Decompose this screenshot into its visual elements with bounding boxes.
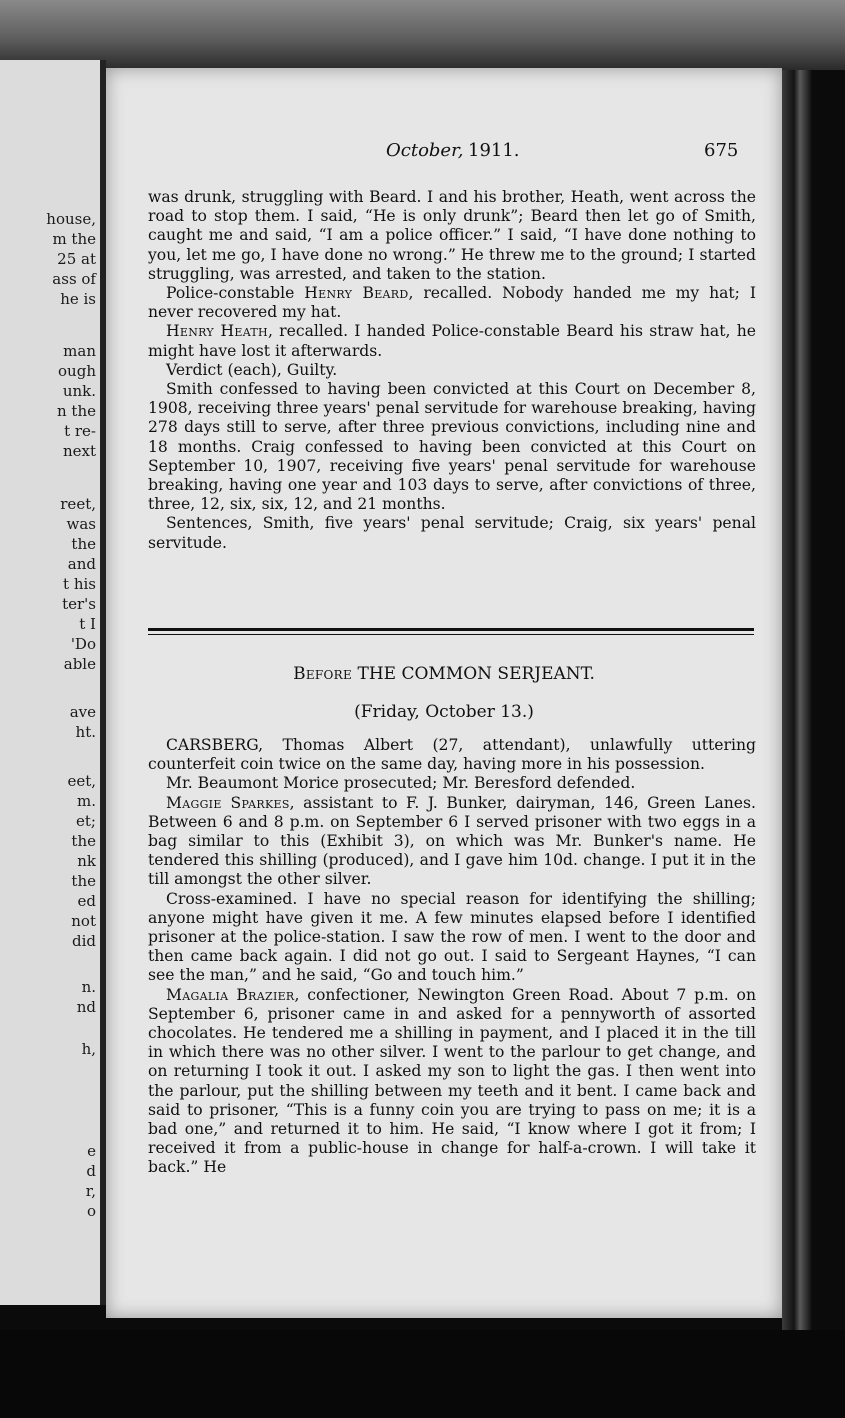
facing-page-edge bbox=[0, 60, 106, 1305]
facing-page-fragment: able bbox=[63, 655, 96, 673]
facing-page-fragment: man bbox=[63, 342, 96, 360]
facing-page-fragment: n. bbox=[81, 978, 96, 996]
paragraph-text: , recalled. I handed Police-constable Beard his straw hat, he might have lost it afterwards. bbox=[148, 322, 756, 360]
paragraph-text: was drunk, struggling with Beard. I and his brother, Heath, went across the road to stop them. I said, “He is only drunk”; Beard then let go of Smith, caught me and said, “I am a police officer.” I said, “I have done nothing to you, let me go, I have done no wrong.” He threw me to the ground; I started struggling, was arrested, and taken to the station. bbox=[148, 188, 756, 283]
witness-name: Henry Heath bbox=[166, 322, 268, 341]
facing-page-fragment: t re- bbox=[64, 422, 96, 440]
paragraph bbox=[148, 188, 756, 284]
facing-page-fragment: next bbox=[62, 442, 96, 460]
paragraph-text: , assistant to F. J. Bunker, dairyman, 146, Green Lanes. Between 6 and 8 p.m. on September 6 I served prisoner with two eggs in a bag similar to this (Exhibit 3), on which was Mr. Bunker's name. He tendered this shilling (produced), and I gave him 10d. change. I put it in the till amongst the other silver. bbox=[148, 793, 756, 889]
facing-page-fragment: e bbox=[87, 1142, 96, 1160]
facing-page-fragment: d bbox=[86, 1162, 96, 1180]
facing-page-fragment: the bbox=[71, 535, 96, 553]
paragraph-text: Sentences, Smith, five years' penal servitude; Craig, six years' penal servitude. bbox=[148, 514, 756, 552]
verdict-section bbox=[148, 188, 756, 553]
paragraph-text: Verdict (each), Guilty. bbox=[166, 360, 338, 379]
facing-page-fragment: the bbox=[71, 872, 96, 890]
facing-page-fragment: the bbox=[71, 832, 96, 850]
facing-page-fragment: ough bbox=[58, 362, 96, 380]
paragraph bbox=[148, 986, 756, 1178]
facing-page-fragment: house, bbox=[46, 210, 96, 228]
facing-page-fragment: ass of bbox=[52, 270, 96, 288]
paragraph bbox=[148, 322, 756, 360]
page-stack-edge bbox=[782, 70, 812, 1330]
paragraph bbox=[148, 774, 756, 793]
facing-page-fragment: n the bbox=[57, 402, 96, 420]
paragraph bbox=[148, 736, 756, 774]
facing-page-fragment: o bbox=[86, 1202, 96, 1220]
facing-page-fragment: not bbox=[71, 912, 96, 930]
facing-page-fragment: nd bbox=[76, 998, 96, 1016]
facing-page-fragment: nk bbox=[77, 852, 96, 870]
paragraph bbox=[148, 514, 756, 552]
paragraph-text: Police-constable bbox=[166, 284, 305, 303]
background-top bbox=[0, 0, 845, 70]
header-month: October, bbox=[386, 140, 464, 161]
facing-page-fragment: r, bbox=[85, 1182, 96, 1200]
facing-page-fragment: ave bbox=[69, 703, 96, 721]
before-label: Before bbox=[293, 664, 353, 684]
paragraph bbox=[148, 284, 756, 322]
witness-name: Maggie Sparkes bbox=[166, 793, 290, 812]
page-number: 675 bbox=[704, 140, 739, 161]
court-name: THE COMMON SERJEANT. bbox=[357, 664, 595, 684]
section-rule-thin bbox=[148, 634, 754, 635]
facing-page-fragment: ed bbox=[77, 892, 96, 910]
paragraph-text: Smith confessed to having been convicted at this Court on December 8, 1908, receiving three years' penal servitude for warehouse breaking, having 278 days still to serve, after three previous convictions, including nine and 18 months. Craig confessed to having been convicted at this Court on September 10, 1907, receiving five years' penal servitude for warehouse breaking, having one year and 103 days to serve, after convictions of three, three, 12, six, six, 12, and 21 months. bbox=[148, 380, 756, 514]
facing-page-fragment: reet, bbox=[60, 495, 96, 513]
facing-page-fragment: et; bbox=[76, 812, 96, 830]
witness-name: Magalia Brazier bbox=[166, 985, 295, 1004]
paragraph-text: Mr. Beaumont Morice prosecuted; Mr. Beresford defended. bbox=[166, 774, 636, 793]
paragraph bbox=[148, 794, 756, 890]
paragraph-text: , recalled. Nobody handed me my hat; I never recovered my hat. bbox=[148, 284, 756, 322]
facing-page-fragment: did bbox=[71, 932, 96, 950]
facing-page-fragment: t I bbox=[79, 615, 96, 633]
facing-page-fragment: h, bbox=[81, 1040, 96, 1058]
court-heading bbox=[106, 664, 782, 684]
header-year: 1911. bbox=[468, 140, 520, 161]
facing-page-fragment: unk. bbox=[62, 382, 96, 400]
facing-page-fragment: and bbox=[67, 555, 96, 573]
facing-page-fragment: t his bbox=[63, 575, 96, 593]
facing-page-fragment: ter's bbox=[62, 595, 96, 613]
witness-name: Henry Beard bbox=[304, 284, 409, 303]
facing-page-fragment: was bbox=[66, 515, 96, 533]
paragraph-text: Cross-examined. I have no special reason for identifying the shilling; anyone might have given it me. A few minutes elapsed before I identified prisoner at the police-station. I saw the row of men. I went to the door and then came back again. I did not go out. I said to Sergeant Haynes, “I can see the man,” and he said, “Go and touch him.” bbox=[148, 889, 756, 985]
facing-page-fragment: he is bbox=[60, 290, 96, 308]
section-rule-thick bbox=[148, 628, 754, 631]
carsberg-case bbox=[148, 736, 756, 1178]
facing-page-fragment: eet, bbox=[67, 772, 96, 790]
book-page bbox=[106, 68, 782, 1318]
running-header bbox=[106, 140, 782, 164]
paragraph bbox=[148, 361, 756, 380]
facing-page-fragment: 25 at bbox=[57, 250, 96, 268]
paragraph bbox=[148, 890, 756, 986]
paragraph bbox=[148, 380, 756, 514]
paragraph-text: CARSBERG, Thomas Albert (27, attendant), unlawfully uttering counterfeit coin twice on the same day, having more in his possession. bbox=[148, 736, 756, 774]
facing-page-fragment: ht. bbox=[75, 723, 96, 741]
facing-page-fragment: m the bbox=[52, 230, 96, 248]
paragraph-text: , confectioner, Newington Green Road. About 7 p.m. on September 6, prisoner came in and asked for a pennyworth of assorted chocolates. He tendered me a shilling in payment, and I placed it in the till in which there was no other silver. I went to the parlour to get change, and on returning I took it out. I asked my son to light the gas. I then went into the parlour, put the shilling between my teeth and it bent. I came back and said to prisoner, “This is a funny coin you are trying to pass on me; it is a bad one,” and returned it to him. He said, “I know where I got it from; I received it from a public-house in change for half-a-crown. I will take it back.” He bbox=[148, 985, 756, 1177]
background-bottom bbox=[0, 1330, 845, 1418]
facing-page-fragment: m. bbox=[77, 792, 96, 810]
facing-page-fragment: 'Do bbox=[70, 635, 96, 653]
hearing-date: (Friday, October 13.) bbox=[354, 702, 534, 722]
